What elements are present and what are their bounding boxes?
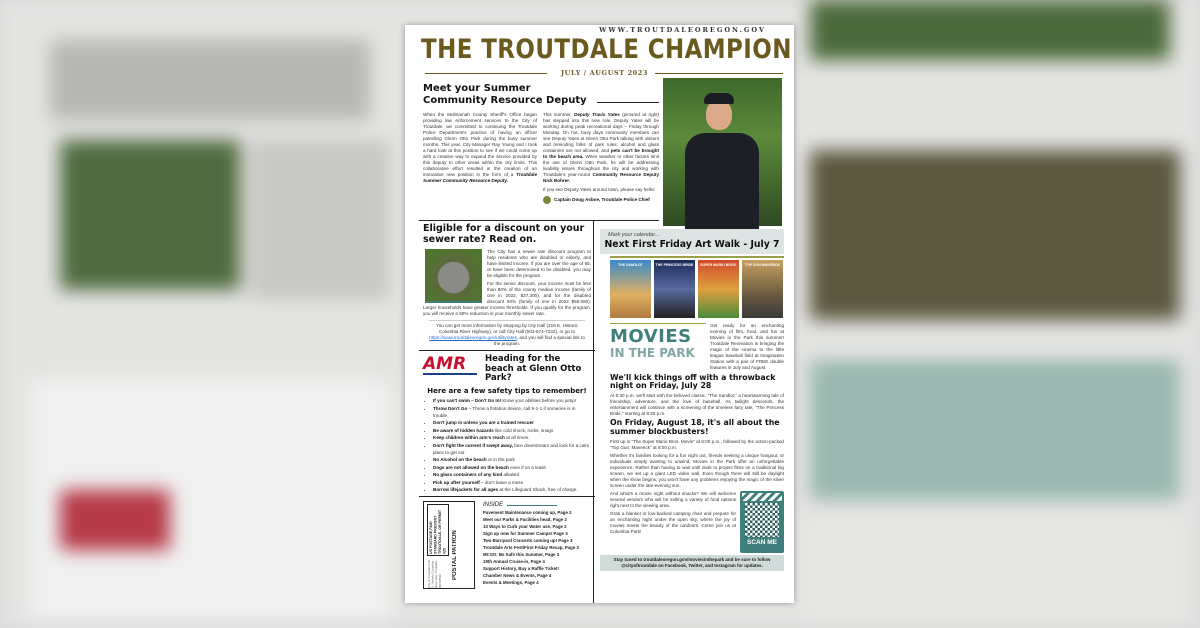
- movie-poster: SUPER MARIO BROS.: [698, 260, 739, 318]
- movie-poster: THE PRINCESS BRIDE: [654, 260, 695, 318]
- safety-tip: • Don't jump in unless you are a trained rescuer: [433, 419, 591, 426]
- column-divider: [593, 220, 594, 603]
- divider: [610, 256, 784, 258]
- art-walk-banner: [600, 229, 784, 254]
- qr-pattern: [745, 503, 779, 537]
- safety-tip: • Dogs are not allowed on the beach even if on a leash: [433, 464, 591, 471]
- divider: [419, 350, 595, 351]
- safety-tip: • Be aware of hidden hazards like cold shock, rocks, snags: [433, 427, 591, 434]
- august-paragraph: First up is "The Super Mario Bros. Movie" at 6:00 p.m., followed by the action-packed "Top Gun: Maverick" at 8:00 p.m.: [610, 439, 784, 451]
- inside-item: Meet our Parks & Facilities head, Page 2: [483, 517, 567, 523]
- inside-item: 10 Ways to Curb your Water use, Page 2: [483, 524, 567, 530]
- police-badge-icon: [543, 196, 551, 204]
- art-walk-heading: Next First Friday Art Walk - July 7: [604, 239, 780, 250]
- inside-contents: [483, 501, 591, 589]
- inside-item: Chamber News & Events, Page 4: [483, 573, 552, 579]
- return-address: City of Troutdale 219 E. Historic Columbia River Hwy Troutdale, OR 97060: [427, 560, 442, 589]
- postage-permit: US POSTAGE PAID STANDARD PRESORT TROUTDALE, OR PERMIT 025: [427, 504, 449, 556]
- scan-me-label: SCAN ME: [747, 539, 777, 547]
- safety-tip: • Keep children within arm's reach at all times.: [433, 434, 591, 441]
- inside-item: Two Barnyard Concerts coming up! Page 3: [483, 538, 573, 544]
- july-paragraph: At 6:30 p.m. we'll start with the beloved classic, "The Sandlot," a heartwarming tale of friendship, adventure, and the love of baseball. As twilight descends, the entertainment will continue with a screening of the timeless fairy tale, "The Princess Bride," starting at 8:30 p.m.: [610, 393, 784, 417]
- safety-tips-list: [423, 397, 591, 493]
- sewer-heading: Eligible for a discount on your sewer rate? Read on.: [423, 223, 585, 245]
- safety-tip: • Don't fight the current if swept away, face downstream and look for a calm place to get out: [433, 442, 591, 457]
- left-column: [423, 224, 591, 589]
- inside-item: Troutdale Arts Fest/First Friday Recap, Page 3: [483, 545, 579, 551]
- movies-in-the-park-logo: MOVIES IN THE PARK: [610, 323, 706, 371]
- newsletter-page: [405, 25, 794, 603]
- safety-tip: • Borrow lifejackets for all ages at the Lifeguard Shack, free of charge.: [433, 486, 591, 493]
- deputy-column-1: When the Multnomah County Sheriff's Office began providing law enforcement services to the City of Troutdale, we committed to continuing the Troutdale Police Department's practice of having an officer patrolling Glenn Otto Park during the busy summer months. This year, City Manager Ray Young and I took a hard look at this position to see if we could come up with a creative way to expand the service provided by this deputy to other areas within the city limits. This collaborative effort resulted in the creation of an innovative new position in the form of a Troutdale Summer Community Resource Deputy.: [423, 112, 538, 183]
- divider: [419, 220, 659, 221]
- movie-poster: TOP GUN MAVERICK: [742, 260, 783, 318]
- movies-footer: Stay tuned to troutdaleoregon.gov/moviesinthepark and be sure to follow @cityoftroutdale on Facebook, Twitter, and Instagram for updates.: [600, 555, 784, 571]
- mailing-panel: [423, 501, 475, 589]
- divider: [425, 73, 547, 74]
- website-url: WWW.TROUTDALEOREGON.GOV: [599, 26, 766, 34]
- movie-posters: [610, 260, 784, 318]
- divider: [419, 496, 595, 497]
- newsletter-title: THE TROUTDALE CHAMPION: [421, 34, 792, 65]
- deputy-column-2: This summer, Deputy Travis Yates (pictured at right) has stepped into this new role. Deputy Yates will be working during peak recreational days – Friday through Monday. On hot, busy days community members can see Deputy Yates at Glenn Otto Park talking with visitors and reminding folks of park rules: alcohol and glass containers are not allowed, and pets can't be brought to the beach area. When weather or other factors limit the use of Glenn Otto Park, he will be addressing livability issues throughout the city and working with Troutdale's year-round Community Resource Deputy Nick Bohrer. If you see Deputy Yates around town, please say hello! Captain Doug Asboe, Troutdale Police Chief: [543, 112, 660, 202]
- art-walk-kicker: Mark your calendar...: [608, 232, 660, 238]
- deputy-photo: [663, 78, 782, 226]
- sewer-paragraph-2: For the senior discount, your income must be less than 80% of the county median income (family of one in 2022, $37,300), and for the disabled discount 50% (family of one in 2022 $59,680). Larger households have greater income thresholds. If you qualify for the program, you will receive a 50% reduction in your monthly sewer rate.: [423, 280, 591, 316]
- qr-code[interactable]: [740, 491, 784, 553]
- inside-label: INSIDE: [483, 502, 504, 509]
- safety-tip: • If you can't swim – Don't Go In! Know your abilities before you jump!: [433, 397, 591, 404]
- right-column: [600, 229, 784, 571]
- sewer-paragraph-1: The City has a sewer rate discount program to help residents who are disabled or elderly, and have limited income. If you are over the age of 65, or have been determined to be disabled, you may be eligible for the program.: [487, 248, 591, 278]
- movies-paragraph-4: And what's a movie night without snacks? We will welcome several vendors who will be selling a variety of food options right next to the viewing area.: [610, 491, 736, 509]
- amr-logo: AMR: [423, 355, 477, 375]
- inside-item: Pavement Maintenance coming up, Page 2: [483, 510, 572, 516]
- safety-tip: • No glass containers of any kind allowed: [433, 471, 591, 478]
- movies-paragraph-5: Grab a blanket or low-backed camping chair and prepare for an enchanting night under the open sky, where the joy of movies meets the beauty of the outdoors. Come join us at Columbia Park!: [610, 511, 736, 535]
- deputy-section: [423, 83, 659, 204]
- safety-tip: • Pick up after yourself – don't leave a mess: [433, 479, 591, 486]
- issue-date: JULY / AUGUST 2023: [561, 69, 649, 77]
- divider: [597, 102, 659, 104]
- inside-item: Events & Meetings, Page 4: [483, 580, 539, 586]
- safety-tip: • No Alcohol on the beach or in the park: [433, 456, 591, 463]
- utility-rates-link[interactable]: https://www.troutdaleoregon.gov/utilityrates: [429, 334, 517, 340]
- safety-tip: • Throw Don't Go – Throw a flotation device, call 9-1-1 if someone is in trouble.: [433, 405, 591, 420]
- inside-item: MCSO: Be Safe this Summer, Page 3: [483, 552, 560, 558]
- inside-item: 19th Annual Cruise-in, Page 4: [483, 559, 545, 565]
- july-heading: We'll kick things off with a throwback night on Friday, July 28: [610, 372, 776, 391]
- movies-intro: Get ready for an enchanting evening of film, food, and fun at Movies in the Park this summer! Troutdale Recreation is bringing the magic of the cinema to the little league baseball field at Imagination Station with a pair of FREE double features in July and August.: [710, 322, 784, 370]
- deputy-heading: Meet your Summer Community Resource Deputy: [423, 83, 587, 106]
- sewer-body: [423, 249, 591, 317]
- inside-item: Sign up now for Summer Camps! Page 3: [483, 531, 568, 537]
- beach-subheading: Here are a few safety tips to remember!: [427, 387, 587, 396]
- movies-paragraph-3: Whether it's families looking for a fun night out, friends seeking a unique hangout, or individuals simply wanting to unwind, Movies in the Park offer an unforgettable experience. Rather than having to wait until dusk to project films on a traditional big screen, we set up a giant LED video wall. Even though there will still be daylight when the show begins, you won't have any problems enjoying the magic of the silver screen under the late-evening sun.: [610, 453, 784, 489]
- sewer-info: You can get more information by stopping by City Hall (219 E. Historic Columbia River Highway), or call City Hall (503-674-7232), or go to https://www.troutdaleoregon.gov/utilityrates, and you will find a special link to the program.: [429, 320, 585, 347]
- manhole-cover-photo: [425, 249, 482, 303]
- postal-patron: POSTAL PATRON: [452, 530, 458, 581]
- august-heading: On Friday, August 18, it's all about the summer blockbusters!: [610, 418, 780, 437]
- inside-item: Support History, Buy a Raffle Ticket!: [483, 566, 559, 572]
- divider: [655, 73, 783, 74]
- movie-poster: THE SANDLOT: [610, 260, 651, 318]
- beach-heading: Heading for the beach at Glenn Otto Park?: [485, 353, 582, 384]
